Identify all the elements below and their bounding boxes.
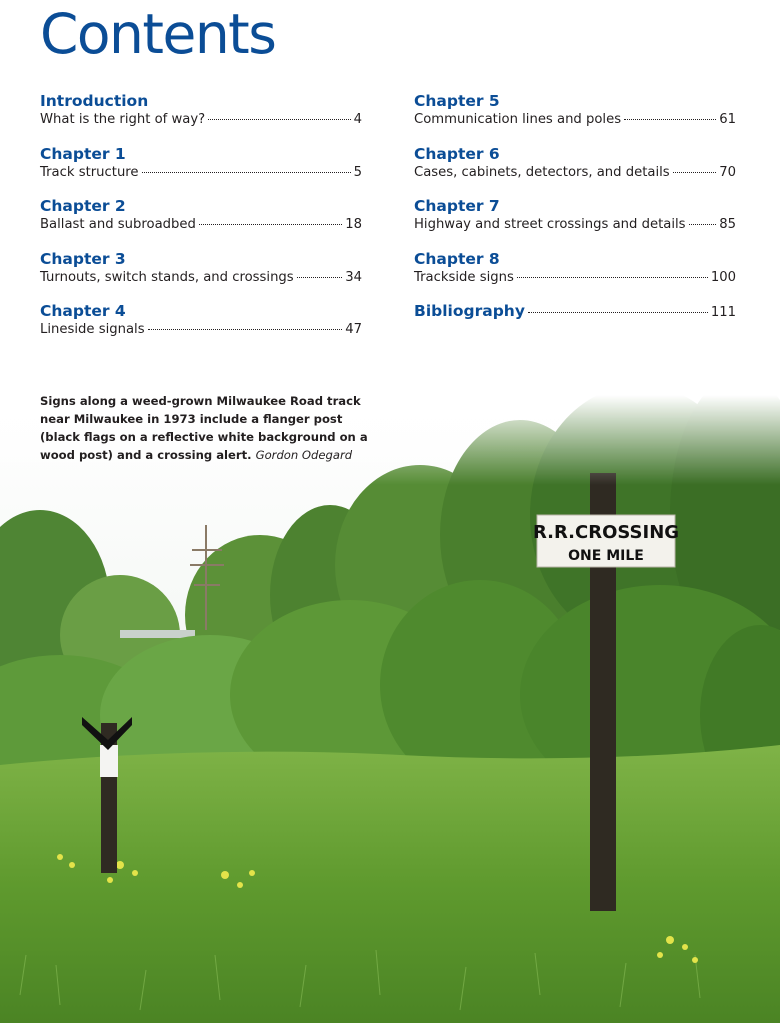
toc-entry-introduction[interactable] [40,92,362,145]
toc-title: Communication lines and poles [414,112,622,127]
toc-heading: Chapter 1 [40,144,126,163]
toc-line [40,111,362,129]
caption-text: Signs along a weed-grown Milwaukee Road track near Milwaukee in 1973 include a flanger post (black flags on a reflective white background on a wood post) and a crossing alert. [40,394,368,462]
toc-title: Track structure [40,164,139,180]
toc-entry-chapter-1[interactable] [40,145,362,198]
toc-leader-dots [528,312,708,313]
toc-right-column [414,92,736,321]
toc-entry-chapter-7[interactable] [414,197,736,250]
toc-heading: Chapter 3 [40,249,126,268]
toc-heading: Chapter 8 [414,249,500,268]
trackside-photo [0,395,780,1023]
toc-entry-chapter-6[interactable] [414,145,736,198]
page-title: Contents [40,2,276,66]
toc-left-column [40,92,362,355]
toc-page-number: 47 [345,322,362,337]
sign-line-1: R.R.CROSSING [532,522,680,543]
toc-leader-dots [624,119,716,120]
toc-leader-dots [199,224,342,225]
toc-line [40,164,362,182]
toc-line [40,216,362,234]
toc-leader-dots [148,329,343,330]
toc-page-number: 61 [719,112,736,127]
toc-title: Ballast and subroadbed [40,217,196,232]
toc-title: Cases, cabinets, detectors, and details [414,164,670,180]
toc-heading: Chapter 4 [40,302,126,320]
toc-heading: Chapter 7 [414,197,500,215]
toc-leader-dots [517,277,708,278]
toc-line [40,269,362,287]
toc-leader-dots [208,119,350,120]
toc-page-number: 100 [710,269,736,285]
toc-title: Lineside signals [40,322,145,337]
toc-entry-chapter-5[interactable] [414,92,736,145]
toc-leader-dots [689,224,717,225]
toc-heading: Chapter 6 [414,144,500,163]
toc-title: Turnouts, switch stands, and crossings [40,269,294,285]
toc-heading: Bibliography [414,302,525,320]
toc-leader-dots [297,277,343,278]
toc-page-number: 4 [353,112,362,127]
toc-page-number: 85 [719,217,736,232]
toc-page-number: 70 [719,164,736,180]
toc-entry-bibliography[interactable] [414,302,736,321]
photo-caption [40,392,380,464]
toc-line [414,216,736,234]
toc-title: What is the right of way? [40,112,206,127]
sign-line-2: ONE MILE [568,548,644,564]
toc-leader-dots [673,172,717,173]
toc-entry-chapter-4[interactable] [40,302,362,355]
toc-heading: Introduction [40,92,149,110]
toc-page-number: 34 [345,269,362,285]
toc-entry-chapter-8[interactable] [414,250,736,303]
caption-credit: Gordon Odegard [255,448,353,462]
toc-title: Highway and street crossings and details [414,217,686,232]
toc-line [414,111,736,129]
toc-line [414,164,736,182]
toc-entry-chapter-2[interactable] [40,197,362,250]
toc-title: Trackside signs [414,269,514,285]
toc-line [40,321,362,339]
toc-heading: Chapter 2 [40,197,126,215]
toc-page-number: 111 [710,305,736,320]
toc-line [414,269,736,287]
toc-page-number: 5 [353,164,362,180]
toc-leader-dots [142,172,351,173]
toc-heading: Chapter 5 [414,92,500,110]
toc-entry-chapter-3[interactable] [40,250,362,303]
toc-page-number: 18 [345,217,362,232]
